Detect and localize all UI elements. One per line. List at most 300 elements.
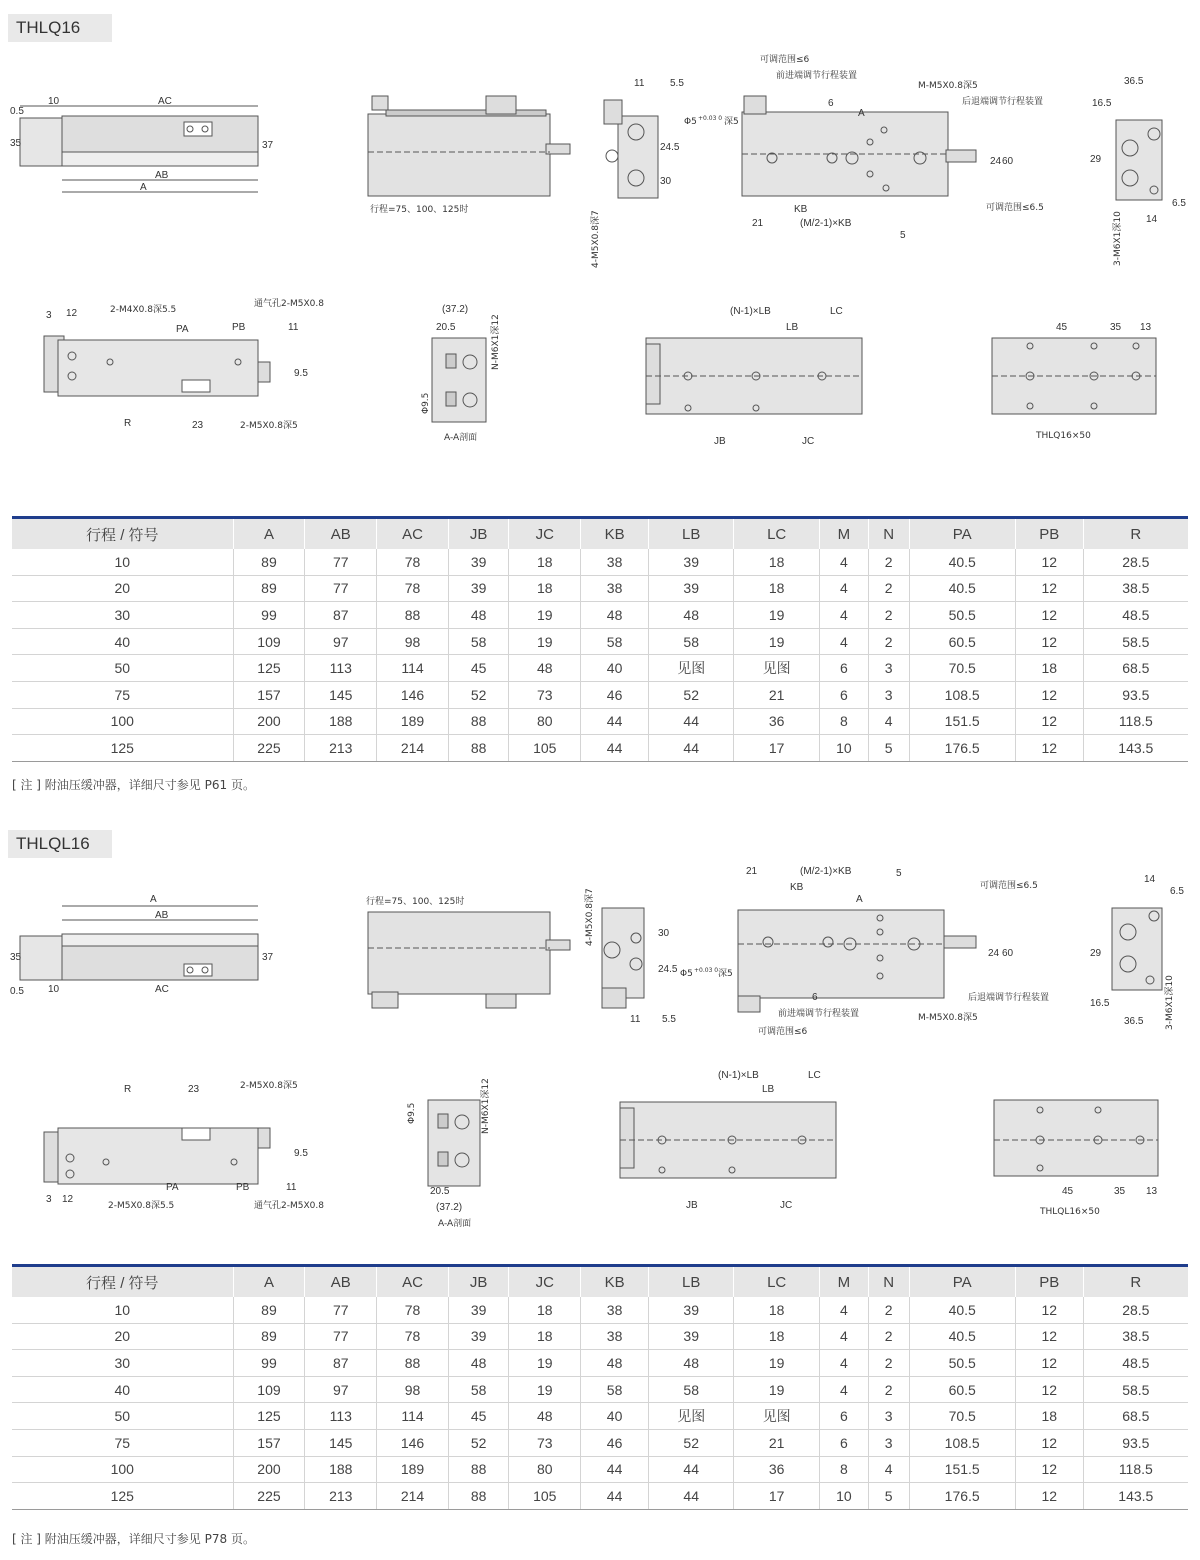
- dim-3: 3: [46, 310, 52, 321]
- table-cell: 39: [648, 1323, 733, 1350]
- table-cell: 118.5: [1083, 1456, 1188, 1483]
- table-cell: 114: [377, 655, 449, 682]
- table-cell: 6: [819, 655, 868, 682]
- table-cell: 2: [868, 1297, 909, 1323]
- dim-lb: LB: [786, 322, 799, 333]
- section-title: THLQ16: [8, 14, 112, 42]
- table-cell: 8: [819, 708, 868, 735]
- table-cell: 19: [509, 1350, 581, 1377]
- column-header: N: [868, 1266, 909, 1298]
- dim-3-m6: 3-M6X1深10: [1113, 211, 1123, 266]
- table-cell: 73: [509, 681, 581, 708]
- dim-pb: PB: [236, 1182, 250, 1193]
- table-cell: 44: [581, 708, 649, 735]
- table-cell: 2: [868, 1323, 909, 1350]
- column-header: A: [233, 1266, 305, 1298]
- section-title: THLQL16: [8, 830, 112, 858]
- dim-deep5: 深5: [718, 969, 733, 979]
- table-cell: 75: [12, 681, 233, 708]
- table-cell: 48: [648, 1350, 733, 1377]
- table-cell: 189: [377, 708, 449, 735]
- table-cell: 18: [734, 575, 819, 602]
- table-cell: 60.5: [909, 628, 1015, 655]
- table-cell: 40.5: [909, 1323, 1015, 1350]
- table-cell: 8: [819, 1456, 868, 1483]
- table-cell: 50: [12, 655, 233, 682]
- table-cell: 36: [734, 1456, 819, 1483]
- table-cell: 12: [1015, 681, 1083, 708]
- m-m5-holes: M-M5X0.8深5: [918, 1013, 978, 1023]
- n-m6-holes: N-M6X1深12: [481, 1078, 491, 1134]
- table-cell: 40: [581, 655, 649, 682]
- dim-20-5: 20.5: [430, 1186, 450, 1197]
- dim-phi5: Φ5: [680, 969, 693, 979]
- table-cell: 100: [12, 1456, 233, 1483]
- table-cell: 19: [509, 628, 581, 655]
- dim-36-5: 36.5: [1124, 1016, 1144, 1027]
- dim-0-5: 0.5: [10, 986, 24, 997]
- dim-14: 14: [1144, 874, 1156, 885]
- dim-13: 13: [1140, 322, 1152, 333]
- table-cell: 30: [12, 1350, 233, 1377]
- table-cell: 97: [305, 1376, 377, 1403]
- table-cell: 10: [12, 549, 233, 575]
- table-header-row: [12, 518, 1188, 550]
- table-cell: 4: [819, 549, 868, 575]
- drawing-canvas: [0, 40, 1200, 460]
- dim-10: 10: [48, 96, 60, 107]
- table-cell: 20: [12, 575, 233, 602]
- table-cell: 48: [509, 1403, 581, 1430]
- table-cell: 12: [1015, 549, 1083, 575]
- table-cell: 70.5: [909, 1403, 1015, 1430]
- table-cell: 39: [648, 1297, 733, 1323]
- table-cell: 见图: [734, 655, 819, 682]
- table-cell: 12: [1015, 628, 1083, 655]
- table-cell: 12: [1015, 575, 1083, 602]
- column-header: AC: [377, 518, 449, 550]
- table-cell: 44: [648, 708, 733, 735]
- table-cell: 188: [305, 1456, 377, 1483]
- dim-29: 29: [1090, 154, 1102, 165]
- column-header: PB: [1015, 1266, 1083, 1298]
- column-header: M: [819, 518, 868, 550]
- table-cell: 48.5: [1083, 1350, 1188, 1377]
- table-cell: 38.5: [1083, 575, 1188, 602]
- table-cell: 3: [868, 655, 909, 682]
- table-cell: 48.5: [1083, 602, 1188, 629]
- table-cell: 30: [12, 602, 233, 629]
- table-cell: 125: [12, 735, 233, 762]
- table-cell: 89: [233, 1297, 305, 1323]
- dim-37: 37: [262, 140, 274, 151]
- table-cell: 105: [509, 735, 581, 762]
- table-cell: 10: [819, 735, 868, 762]
- dim-35: 35: [10, 952, 22, 963]
- table-cell: 18: [734, 1297, 819, 1323]
- table-cell: 77: [305, 549, 377, 575]
- table-cell: 18: [1015, 1403, 1083, 1430]
- spec-table: [12, 516, 1188, 762]
- table-cell: 44: [648, 735, 733, 762]
- table-cell: 12: [1015, 1429, 1083, 1456]
- dim-45: 45: [1056, 322, 1068, 333]
- table-cell: 88: [448, 1483, 508, 1510]
- dim-deep5: 深5: [724, 117, 739, 127]
- table-cell: 44: [648, 1483, 733, 1510]
- table-cell: 12: [1015, 735, 1083, 762]
- table-cell: 3: [868, 681, 909, 708]
- table-cell: 19: [734, 1350, 819, 1377]
- table-cell: 12: [1015, 602, 1083, 629]
- column-header: JB: [448, 518, 508, 550]
- dim-r: R: [124, 418, 132, 429]
- dim-35: 35: [10, 138, 22, 149]
- dim-24-5: 24.5: [660, 142, 680, 153]
- table-cell: 93.5: [1083, 681, 1188, 708]
- table-cell: 4: [819, 1376, 868, 1403]
- table-cell: 87: [305, 1350, 377, 1377]
- table-cell: 50.5: [909, 602, 1015, 629]
- column-header: PB: [1015, 518, 1083, 550]
- section-aa: A-A剖面: [438, 1219, 472, 1229]
- dim-jc: JC: [780, 1200, 793, 1211]
- column-header: KB: [581, 518, 649, 550]
- table-cell: 21: [734, 681, 819, 708]
- table-cell: 10: [12, 1297, 233, 1323]
- table-cell: 93.5: [1083, 1429, 1188, 1456]
- table-row: [12, 735, 1188, 762]
- dim-35b: 35: [1110, 322, 1122, 333]
- table-cell: 21: [734, 1429, 819, 1456]
- table-cell: 39: [648, 575, 733, 602]
- column-header: LC: [734, 1266, 819, 1298]
- section-a: A: [856, 894, 863, 905]
- column-header: 行程 / 符号: [12, 1266, 233, 1298]
- table-cell: 52: [648, 681, 733, 708]
- table-cell: 40.5: [909, 549, 1015, 575]
- table-cell: 125: [233, 1403, 305, 1430]
- table-cell: 77: [305, 1323, 377, 1350]
- table-cell: 48: [448, 1350, 508, 1377]
- dim-37-2: (37.2): [442, 304, 469, 315]
- dim-5: 5: [900, 230, 906, 241]
- table-cell: 114: [377, 1403, 449, 1430]
- dim-37-2: (37.2): [436, 1202, 463, 1213]
- table-cell: 2: [868, 1376, 909, 1403]
- table-cell: 78: [377, 575, 449, 602]
- table-cell: 46: [581, 1429, 649, 1456]
- dim-jb: JB: [686, 1200, 698, 1211]
- table-cell: 78: [377, 1323, 449, 1350]
- m4-holes: 2-M4X0.8深5.5: [110, 305, 177, 315]
- drawing-canvas: [0, 856, 1200, 1260]
- table-cell: 89: [233, 575, 305, 602]
- table-cell: 143.5: [1083, 1483, 1188, 1510]
- dim-6: 6: [828, 98, 834, 109]
- technical-drawings: [0, 856, 1200, 1260]
- dim-m2kb: (M/2-1)×KB: [800, 866, 852, 877]
- table-cell: 18: [734, 549, 819, 575]
- table-cell: 3: [868, 1403, 909, 1430]
- table-row: [12, 1350, 1188, 1377]
- dim-24-5: 24.5: [658, 964, 678, 975]
- table-cell: 12: [1015, 1323, 1083, 1350]
- table-cell: 108.5: [909, 681, 1015, 708]
- table-cell: 39: [448, 549, 508, 575]
- table-cell: 12: [1015, 1376, 1083, 1403]
- column-header: PA: [909, 518, 1015, 550]
- m-m5-holes: M-M5X0.8深5: [918, 81, 978, 91]
- table-cell: 39: [448, 575, 508, 602]
- dim-30: 30: [658, 928, 670, 939]
- dim-r: R: [124, 1084, 132, 1095]
- column-header: JB: [448, 1266, 508, 1298]
- table-cell: 87: [305, 602, 377, 629]
- table-cell: 88: [377, 602, 449, 629]
- dim-21: 21: [746, 866, 758, 877]
- table-cell: 214: [377, 1483, 449, 1510]
- table-cell: 5: [868, 1483, 909, 1510]
- table-row: [12, 1429, 1188, 1456]
- table-cell: 68.5: [1083, 655, 1188, 682]
- table-cell: 75: [12, 1429, 233, 1456]
- table-row: [12, 1483, 1188, 1510]
- table-cell: 213: [305, 735, 377, 762]
- table-cell: 36: [734, 708, 819, 735]
- dim-36-5: 36.5: [1124, 76, 1144, 87]
- dim-pa: PA: [166, 1182, 179, 1193]
- table-cell: 52: [448, 681, 508, 708]
- table-cell: 38: [581, 1323, 649, 1350]
- table-cell: 39: [448, 1323, 508, 1350]
- table-cell: 225: [233, 1483, 305, 1510]
- table-cell: 2: [868, 628, 909, 655]
- dim-11: 11: [630, 1014, 641, 1025]
- table-cell: 19: [509, 1376, 581, 1403]
- table-cell: 见图: [648, 1403, 733, 1430]
- table-cell: 48: [509, 655, 581, 682]
- table-cell: 188: [305, 708, 377, 735]
- table-cell: 146: [377, 1429, 449, 1456]
- table-cell: 145: [305, 681, 377, 708]
- table-cell: 45: [448, 1403, 508, 1430]
- table-cell: 19: [734, 602, 819, 629]
- dim-a: A: [150, 894, 157, 905]
- dim-nlb: (N-1)×LB: [730, 306, 771, 317]
- vent-hole: 通气孔2-M5X0.8: [254, 1201, 324, 1211]
- dim-5: 5: [896, 868, 902, 879]
- table-cell: 80: [509, 708, 581, 735]
- table-row: [12, 1323, 1188, 1350]
- table-cell: 44: [648, 1456, 733, 1483]
- table-cell: 4: [868, 708, 909, 735]
- table-cell: 39: [448, 1297, 508, 1323]
- table-header-row: [12, 1266, 1188, 1298]
- table-cell: 176.5: [909, 1483, 1015, 1510]
- dim-9-5: 9.5: [294, 1148, 308, 1159]
- column-header: R: [1083, 518, 1188, 550]
- dim-14: 14: [1146, 214, 1158, 225]
- dim-lc: LC: [830, 306, 843, 317]
- table-cell: 40.5: [909, 575, 1015, 602]
- table-cell: 44: [581, 1483, 649, 1510]
- dim-45: 45: [1062, 1186, 1074, 1197]
- dim-24: 24: [988, 948, 1000, 959]
- stroke-note: 行程=75、100、125时: [370, 205, 469, 215]
- table-cell: 58: [648, 628, 733, 655]
- dim-kb: KB: [794, 204, 808, 215]
- table-cell: 4: [819, 602, 868, 629]
- table-cell: 48: [581, 1350, 649, 1377]
- dim-0-5: 0.5: [10, 106, 24, 117]
- table-cell: 39: [648, 549, 733, 575]
- table-cell: 见图: [734, 1403, 819, 1430]
- table-cell: 10: [819, 1483, 868, 1510]
- table-cell: 225: [233, 735, 305, 762]
- table-row: [12, 1376, 1188, 1403]
- table-cell: 38.5: [1083, 1323, 1188, 1350]
- table-cell: 17: [734, 735, 819, 762]
- table-cell: 18: [509, 1323, 581, 1350]
- front-adjuster: 前进端调节行程装置: [776, 71, 858, 81]
- table-cell: 151.5: [909, 1456, 1015, 1483]
- dim-tolerance: +0.03 0: [694, 967, 719, 974]
- table-cell: 28.5: [1083, 549, 1188, 575]
- table-cell: 88: [448, 735, 508, 762]
- column-header: AB: [305, 1266, 377, 1298]
- dim-phi9-5: Φ9.5: [407, 1102, 417, 1124]
- table-cell: 6: [819, 1403, 868, 1430]
- table-cell: 12: [1015, 1350, 1083, 1377]
- spec-table: [12, 1264, 1188, 1510]
- dim-a: A: [140, 182, 147, 193]
- dim-nlb: (N-1)×LB: [718, 1070, 759, 1081]
- table-cell: 214: [377, 735, 449, 762]
- dim-35b: 35: [1114, 1186, 1126, 1197]
- dim-kb: KB: [790, 882, 804, 893]
- table-cell: 78: [377, 549, 449, 575]
- rear-adjuster: 后退端调节行程装置: [962, 97, 1044, 107]
- table-cell: 2: [868, 575, 909, 602]
- table-cell: 89: [233, 1323, 305, 1350]
- table-body: [12, 549, 1188, 761]
- table-cell: 18: [509, 1297, 581, 1323]
- table-cell: 18: [734, 1323, 819, 1350]
- dim-3: 3: [46, 1194, 52, 1205]
- m4-holes: 2-M5X0.8深5.5: [108, 1201, 175, 1211]
- table-cell: 176.5: [909, 735, 1015, 762]
- table-cell: 89: [233, 549, 305, 575]
- table-cell: 4: [819, 1297, 868, 1323]
- table-row: [12, 602, 1188, 629]
- table-row: [12, 708, 1188, 735]
- table-cell: 108.5: [909, 1429, 1015, 1456]
- model-label: THLQ16×50: [1036, 431, 1091, 441]
- section-a: A: [858, 108, 865, 119]
- table-body: [12, 1297, 1188, 1509]
- table-cell: 125: [233, 655, 305, 682]
- dim-ab: AB: [155, 170, 169, 181]
- table-cell: 58: [448, 1376, 508, 1403]
- table-cell: 2: [868, 549, 909, 575]
- column-header: LC: [734, 518, 819, 550]
- dim-6-5: 6.5: [1170, 886, 1184, 897]
- dim-pb: PB: [232, 322, 246, 333]
- column-header: AC: [377, 1266, 449, 1298]
- dim-60: 60: [1002, 948, 1014, 959]
- dim-5-5: 5.5: [662, 1014, 676, 1025]
- table-row: [12, 1403, 1188, 1430]
- table-cell: 46: [581, 681, 649, 708]
- dim-11b: 11: [286, 1182, 297, 1193]
- column-header: R: [1083, 1266, 1188, 1298]
- m5-holes: 2-M5X0.8深5: [240, 1081, 298, 1091]
- table-cell: 213: [305, 1483, 377, 1510]
- front-adjuster: 前进端调节行程装置: [778, 1009, 860, 1019]
- dim-21: 21: [752, 218, 764, 229]
- table-cell: 70.5: [909, 655, 1015, 682]
- table-cell: 4: [868, 1456, 909, 1483]
- dim-12: 12: [62, 1194, 74, 1205]
- table-cell: 157: [233, 1429, 305, 1456]
- table-cell: 88: [448, 1456, 508, 1483]
- dim-jc: JC: [802, 436, 815, 447]
- m5-holes: 2-M5X0.8深5: [240, 421, 298, 431]
- table-row: [12, 549, 1188, 575]
- model-label: THLQL16×50: [1040, 1207, 1100, 1217]
- column-header: JC: [509, 518, 581, 550]
- column-header: 行程 / 符号: [12, 518, 233, 550]
- table-cell: 113: [305, 655, 377, 682]
- table-cell: 40: [12, 628, 233, 655]
- dim-12: 12: [66, 308, 78, 319]
- table-cell: 4: [819, 628, 868, 655]
- table-cell: 157: [233, 681, 305, 708]
- table-cell: 19: [734, 1376, 819, 1403]
- dim-20-5: 20.5: [436, 322, 456, 333]
- table-cell: 78: [377, 1297, 449, 1323]
- table-cell: 17: [734, 1483, 819, 1510]
- footnote: [ 注 ] 附油压缓冲器，详细尺寸参见 P61 页。: [12, 778, 255, 792]
- adjust-range-6-5: 可调范围≤6.5: [986, 203, 1044, 213]
- table-cell: 44: [581, 735, 649, 762]
- table-cell: 4: [819, 575, 868, 602]
- adjust-range-6: 可调范围≤6: [758, 1027, 808, 1037]
- dim-lb: LB: [762, 1084, 775, 1095]
- table-cell: 99: [233, 1350, 305, 1377]
- table-cell: 189: [377, 1456, 449, 1483]
- table-cell: 77: [305, 1297, 377, 1323]
- table-cell: 52: [648, 1429, 733, 1456]
- table-cell: 28.5: [1083, 1297, 1188, 1323]
- dim-37: 37: [262, 952, 274, 963]
- table-cell: 58: [648, 1376, 733, 1403]
- table-cell: 48: [648, 602, 733, 629]
- section-aa: A-A剖面: [444, 433, 478, 443]
- rear-adjuster: 后退端调节行程装置: [968, 993, 1050, 1003]
- dim-4-m5: 4-M5X0.8深7: [585, 888, 595, 946]
- dim-jb: JB: [714, 436, 726, 447]
- table-cell: 38: [581, 1297, 649, 1323]
- dim-tolerance: +0.03 0: [698, 115, 723, 122]
- table-cell: 2: [868, 1350, 909, 1377]
- dim-4-m5: 4-M5X0.8深7: [591, 210, 601, 268]
- table-cell: 200: [233, 1456, 305, 1483]
- table-cell: 48: [448, 602, 508, 629]
- table-cell: 77: [305, 575, 377, 602]
- adjust-range-6: 可调范围≤6: [760, 55, 810, 65]
